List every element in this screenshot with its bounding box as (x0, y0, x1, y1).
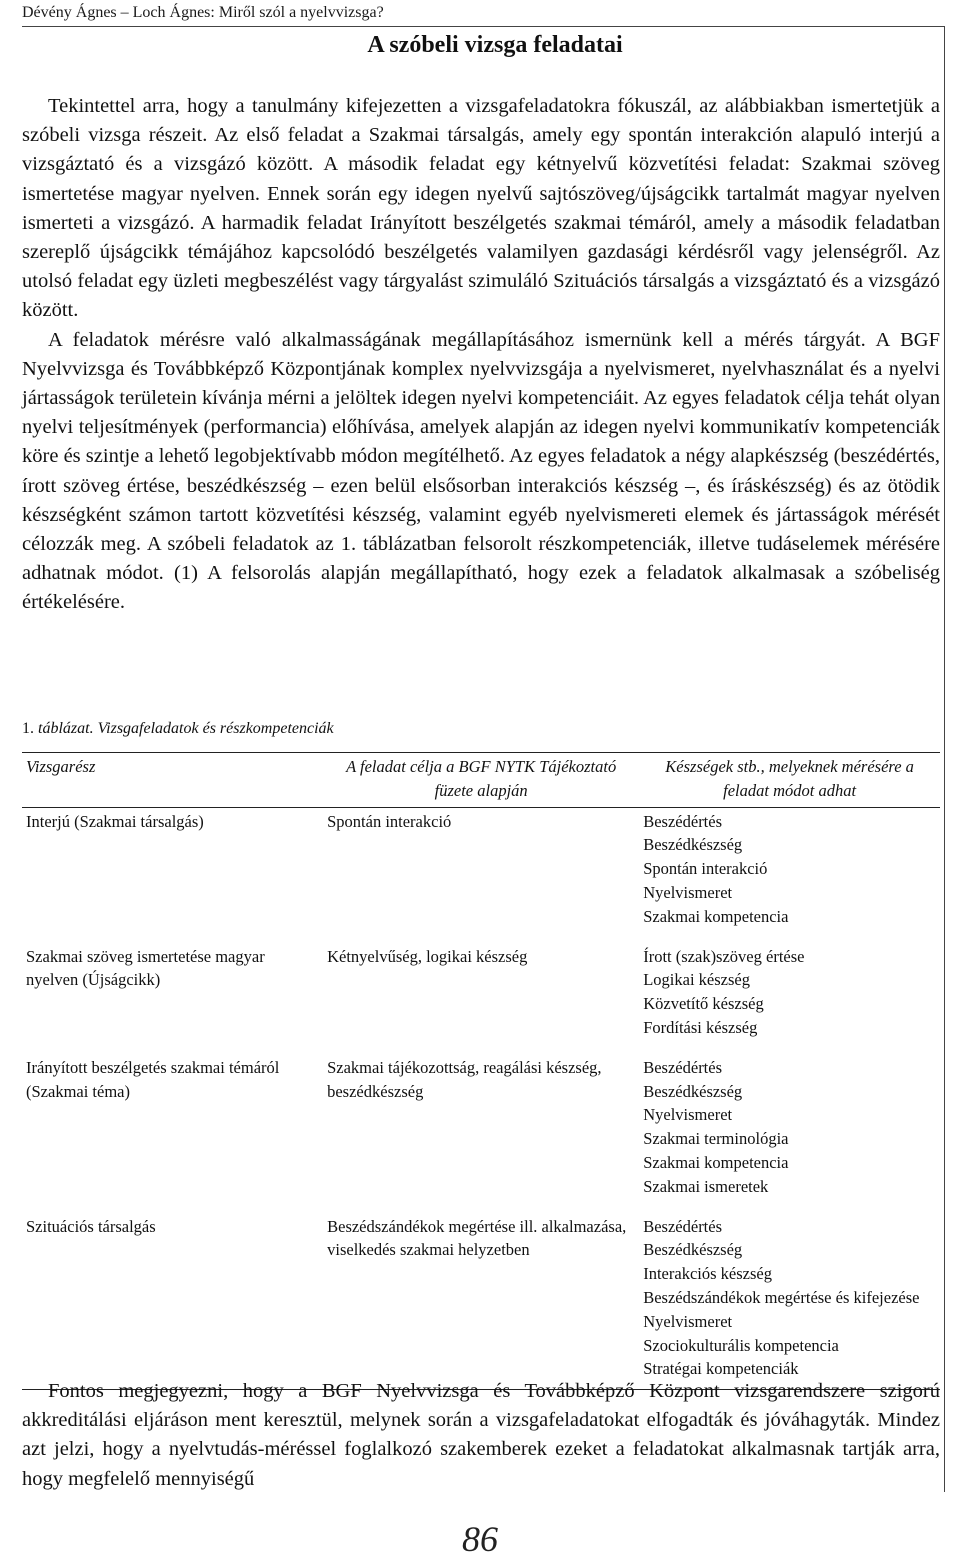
table-row (22, 807, 940, 942)
paragraph: Tekintettel arra, hogy a tanulmány kifejezetten a vizsgafeladatokra fókuszál, az alábbiakban ismertetjük a szóbeli vizsga részeit. Az első feladat a Szakmai társalgás, amely egy spontán interakción alapuló interjú a vizsgáztató és a vizsgázó között. A második feladat egy kétnyelvű közvetítési feladat: Szakmai szöveg ismertetése magyar nyelven. Ennek során egy idegen nyelvű sajtószöveg/újságcikk tartalmát magyar nyelven ismerteti a vizsgázó. A harmadik feladat Irányított beszélgetés szakmai témáról, amely a második feladatban szereplő újságcikk témájához kapcsolódó beszélgetés valamilyen gazdasági kérdésről vagy jelenségről. Az utolsó feladat egy üzleti megbeszélést vagy tárgyalást szimuláló Szituációs társalgás a vizsgáztató és a vizsgázó között. (22, 95, 940, 322)
skill-item: Fordítási készség (643, 1017, 758, 1037)
table-caption-number: 1. (22, 720, 34, 737)
table-caption (22, 720, 334, 738)
skill-item: Szakmai kompetencia (643, 906, 789, 926)
skills-cell (639, 1213, 940, 1390)
skill-item: Nyelvismeret (643, 882, 733, 902)
task-goal-cell: Beszédszándékok megértése ill. alkalmazása, viselkedés szakmai helyzetben (323, 1213, 639, 1390)
exam-part-cell: Szituációs társalgás (22, 1213, 323, 1390)
skill-item: Beszédkészség (643, 1081, 743, 1101)
skill-item: Interakciós készség (643, 1264, 772, 1284)
skill-item: Közvetítő készség (643, 994, 764, 1014)
table-row (22, 1054, 940, 1213)
skill-item: Nyelvismeret (643, 1105, 733, 1125)
skill-item: Beszédkészség (643, 1240, 743, 1260)
task-goal-cell: Spontán interakció (327, 811, 452, 831)
skill-item: Beszédértés (643, 811, 723, 831)
page-number: 86 (462, 1519, 498, 1559)
column-header: Készségek stb., melyeknek mérésére a feladat módot adhat (639, 753, 940, 808)
skills-cell (639, 807, 940, 942)
skill-item: Beszédértés (643, 1216, 723, 1236)
intro-text (22, 92, 940, 618)
skill-item: Szociokulturális kompetencia (643, 1335, 839, 1355)
skill-item: Beszédértés (643, 1057, 723, 1077)
task-goal-cell: Kétnyelvűség, logikai készség (327, 946, 528, 966)
table-header-row (22, 753, 940, 808)
exam-part-cell: Irányított beszélgetés szakmai témáról (Szakmai téma) (26, 1057, 280, 1101)
header-rule (22, 26, 944, 27)
table-caption-text: táblázat. Vizsgafeladatok és részkompetenciák (38, 720, 334, 737)
exam-part-cell: Interjú (Szakmai társalgás) (26, 811, 204, 831)
skill-item: Beszédkészség (643, 835, 743, 855)
skill-item: Szakmai ismeretek (643, 1176, 769, 1196)
exam-part-cell: Szakmai szöveg ismertetése magyar nyelven (Újságcikk) (26, 946, 265, 990)
margin-rule (944, 26, 945, 1492)
skill-item: Nyelvismeret (643, 1311, 733, 1331)
skills-cell (639, 943, 940, 1054)
column-header: Vizsgarész (22, 753, 323, 808)
table-body (22, 807, 940, 1390)
skill-item: Spontán interakció (643, 859, 768, 879)
task-goal-cell: Szakmai tájékozottság, reagálási készség, beszédkészség (327, 1057, 602, 1101)
table-row (22, 943, 940, 1054)
running-header: Dévény Ágnes – Loch Ágnes: Miről szól a nyelvvizsga? (22, 4, 384, 21)
skill-item: Stratégai kompetenciák (643, 1359, 799, 1379)
paragraph: A feladatok mérésre való alkalmasságának megállapításához ismernünk kell a mérés tárgyát. A BGF Nyelvvizsga és Továbbképző Központjának komplex nyelvvizsgája a nyelvismeret, nyelvhasználat és a nyelvi jártasságok területein kívánja mérni a jelöltek idegen nyelvi kompetenciáit. Az egyes feladatok célja tehát olyan nyelvi teljesítmények (performancia) előhívása, amelyek alapján az idegen nyelvi kommunikatív kompetenciák köre és szintje a lehető legobjektívabb módon megítélhető. Az egyes feladatok a négy alapkészség (beszédértés, írott szöveg értése, beszédkészség – ezen belül elsősorban interakciós készség –, és íráskészség) és az ötödik készségként számon tartott közvetítési készség, valamint egyéb nyelvismereti elemek és jártasságok mérését célozzák meg. A szóbeli feladatok az 1. táblázatban felsorolt részkompetenciák, illetve tudáselemek mérésére adhatnak módot. (1) A felsorolás alapján megállapítható, hogy ezek a feladatok alkalmasak a szóbeliség értékelésére. (22, 328, 940, 614)
closing-text (22, 1377, 940, 1494)
competence-table (22, 752, 940, 1390)
skill-item: Szakmai kompetencia (643, 1152, 789, 1172)
skill-item: Beszédszándékok megértése és kifejezése (643, 1287, 920, 1307)
skill-item: Szakmai terminológia (643, 1129, 789, 1149)
section-title: A szóbeli vizsga feladatai (367, 32, 623, 58)
table-row (22, 1213, 940, 1390)
skill-item: Logikai készség (643, 970, 750, 990)
skill-item: Írott (szak)szöveg értése (643, 946, 805, 966)
skills-cell (639, 1054, 940, 1213)
paragraph: Fontos megjegyezni, hogy a BGF Nyelvvizsga és Továbbképző Központ vizsgarendszere szigorú akkreditálási eljáráson ment keresztül, melynek során a vizsgafeladatokat elfogadták és jóváhagyták. Mindez azt jelzi, hogy a nyelvtudás-méréssel foglalkozó szakemberek ezeket a feladatokat alkalmasnak tartják arra, hogy megfelelő mennyiségű (22, 1380, 940, 1490)
column-header: A feladat célja a BGF NYTK Tájékoztató füzete alapján (323, 753, 639, 808)
